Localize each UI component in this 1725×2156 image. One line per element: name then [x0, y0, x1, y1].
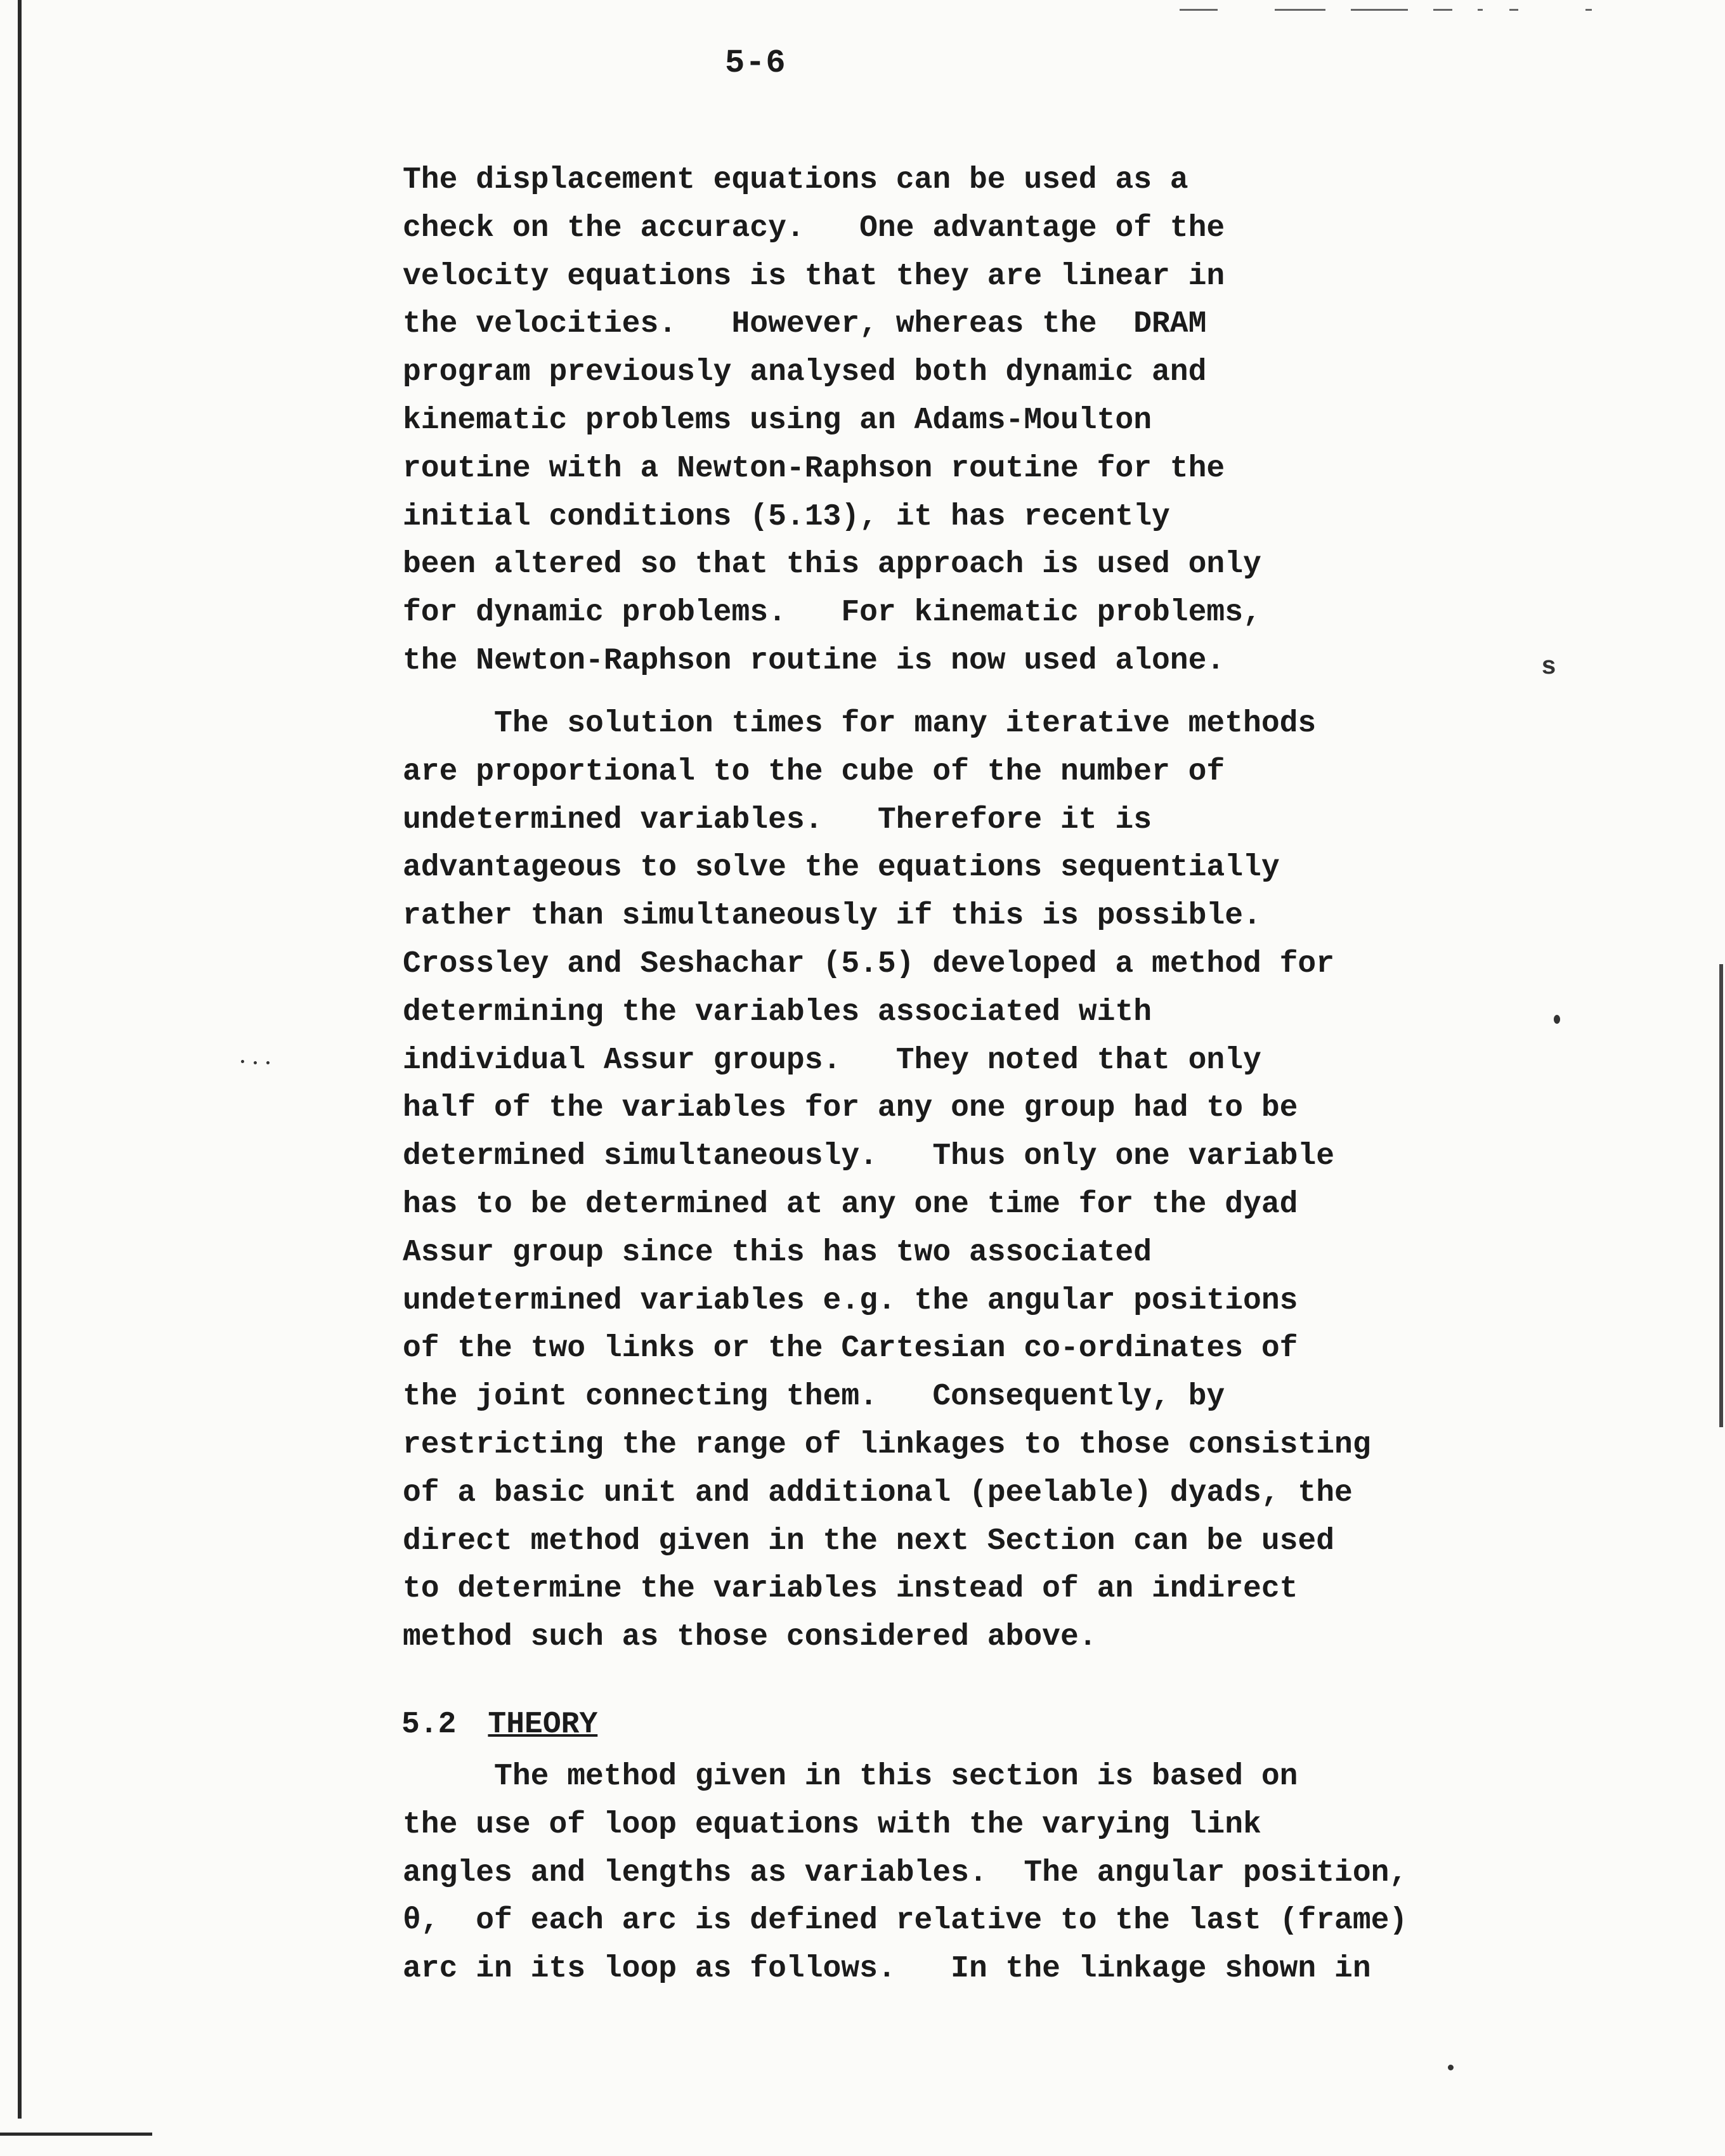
text-line: half of the variables for any one group had to be — [403, 1091, 1298, 1126]
text-line: The method given in this section is based on — [403, 1760, 1298, 1794]
text-line: been altered so that this approach is used only — [403, 547, 1261, 582]
text-line: Crossley and Seshachar (5.5) developed a method for — [403, 946, 1335, 981]
text-line: the Newton-Raphson routine is now used alone. — [403, 643, 1225, 678]
text-line: angles and lengths as variables. The angular position, — [403, 1855, 1408, 1890]
text-line: the use of loop equations with the varying link — [403, 1807, 1261, 1842]
paragraph-velocity-equations — [403, 157, 1481, 686]
paragraph-solution-times — [403, 700, 1481, 1662]
scan-right-edge — [1719, 964, 1723, 1427]
text-line: individual Assur groups. They noted that only — [403, 1043, 1261, 1078]
text-line: The displacement equations can be used as a — [403, 163, 1188, 197]
scan-speck — [254, 1061, 257, 1064]
scan-noise — [1351, 9, 1408, 11]
text-line: rather than simultaneously if this is possible. — [403, 899, 1261, 934]
text-line: The solution times for many iterative methods — [403, 707, 1317, 741]
text-line: to determine the variables instead of an indirect — [403, 1572, 1298, 1607]
text-line: θ, of each arc is defined relative to the last (frame) — [403, 1904, 1408, 1938]
scan-speck — [1554, 1015, 1560, 1024]
text-line: method such as those considered above. — [403, 1620, 1097, 1655]
text-line: of a basic unit and additional (peelable) dyads, the — [403, 1475, 1353, 1510]
page-number: 5-6 — [725, 44, 786, 82]
text-line: determined simultaneously. Thus only one variable — [403, 1139, 1335, 1174]
text-line: direct method given in the next Section can be used — [403, 1524, 1335, 1558]
scan-left-edge — [18, 0, 22, 2119]
scan-noise — [1433, 9, 1452, 11]
scan-speck — [241, 1060, 244, 1063]
scan-noise — [1180, 9, 1218, 11]
text-line: has to be determined at any one time for the dyad — [403, 1187, 1298, 1222]
text-line: the velocities. However, whereas the DRAM — [403, 307, 1207, 342]
scan-noise — [1478, 9, 1483, 11]
text-line: check on the accuracy. One advantage of the — [403, 211, 1225, 245]
text-line: advantageous to solve the equations sequentially — [403, 851, 1280, 885]
text-line: initial conditions (5.13), it has recently — [403, 499, 1170, 534]
text-line: are proportional to the cube of the number of — [403, 754, 1225, 789]
text-line: kinematic problems using an Adams-Moulton — [403, 403, 1152, 438]
scan-noise — [1509, 9, 1518, 11]
text-line: determining the variables associated with — [403, 995, 1152, 1029]
text-line: the joint connecting them. Consequently, by — [403, 1380, 1225, 1414]
text-line: Assur group since this has two associated — [403, 1235, 1152, 1270]
section-number: 5.2 — [401, 1708, 457, 1742]
scan-bottom-edge — [0, 2133, 152, 2136]
scan-noise — [1275, 9, 1325, 11]
text-line: undetermined variables e.g. the angular positions — [403, 1283, 1298, 1318]
scan-speck — [1448, 2065, 1454, 2070]
text-line: routine with a Newton-Raphson routine for the — [403, 451, 1225, 486]
scan-noise — [1585, 9, 1592, 11]
text-line: velocity equations is that they are linear in — [403, 259, 1225, 294]
text-line: undetermined variables. Therefore it is — [403, 802, 1152, 837]
section-heading — [401, 1708, 597, 1742]
margin-mark: s — [1541, 653, 1557, 682]
scan-speck — [266, 1061, 270, 1064]
text-line: restricting the range of linkages to those consisting — [403, 1427, 1371, 1462]
text-line: arc in its loop as follows. In the linkage shown in — [403, 1952, 1371, 1987]
text-line: for dynamic problems. For kinematic problems, — [403, 596, 1261, 630]
paragraph-theory — [403, 1753, 1481, 1994]
section-title: THEORY — [488, 1708, 598, 1742]
text-line: program previously analysed both dynamic and — [403, 355, 1207, 390]
text-line: of the two links or the Cartesian co-ordinates of — [403, 1331, 1298, 1366]
